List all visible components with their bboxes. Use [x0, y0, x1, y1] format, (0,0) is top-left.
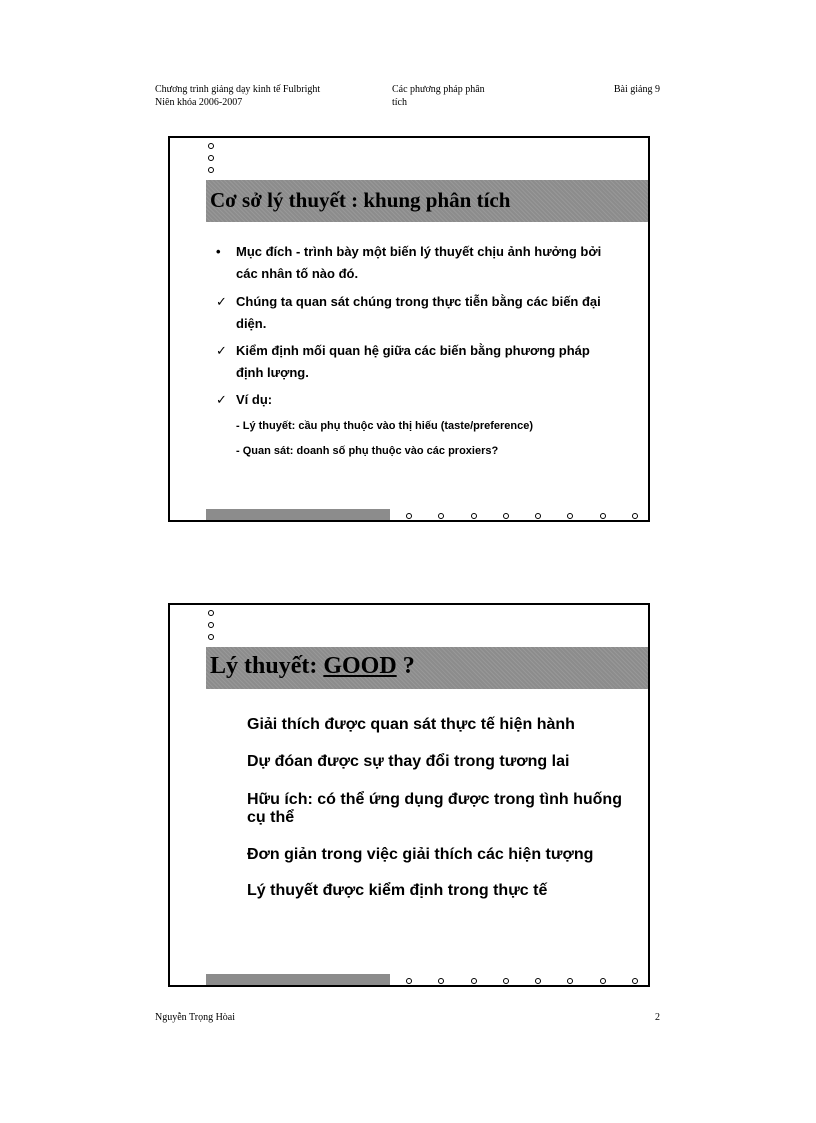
bullet-text: Kiểm định mối quan hệ giữa các biến bằng phương pháp định lượng.: [236, 343, 590, 380]
example-item: - Quan sát: doanh số phụ thuộc vào các proxiers?: [236, 445, 499, 457]
bullet-text: Ví dụ:: [236, 392, 273, 407]
header-subject-line2: tích: [392, 97, 407, 108]
slide-title: Lý thuyết: GOOD ?: [210, 653, 415, 679]
slide-1: [168, 136, 650, 522]
slide-decor-dots-top: [208, 610, 214, 640]
slide-title-emphasis: GOOD: [323, 653, 397, 679]
header-subject: [392, 83, 512, 109]
footer-author: Nguyễn Trọng Hòai: [155, 1012, 236, 1023]
bullet-icon: •: [216, 244, 221, 259]
check-icon: ✓: [216, 392, 227, 407]
list-item: Lý thuyết được kiểm định trong thực tế: [247, 882, 548, 899]
header-subject-line1: Các phương pháp phân: [392, 84, 485, 95]
list-item: Đơn giản trong việc giải thích các hiện tượng: [247, 846, 594, 863]
slide-bottom-bar: [206, 509, 390, 520]
list-item: Dự đóan được sự thay đổi trong tương lai: [247, 753, 570, 770]
slide-bottom-bar: [206, 974, 390, 985]
bullet-item: [216, 241, 616, 285]
bullet-text: Chúng ta quan sát chúng trong thực tiễn bằng các biến đại diện.: [236, 294, 601, 331]
slide-decor-dots-top: [208, 143, 214, 173]
page-number: 2: [655, 1012, 660, 1023]
slide-2: [168, 603, 650, 987]
list-item: Giải thích được quan sát thực tế hiện hành: [247, 716, 575, 733]
bullet-item: [216, 291, 616, 335]
slide-title: Cơ sở lý thuyết : khung phân tích: [210, 188, 511, 212]
slide-decor-dots-bottom: [406, 513, 638, 519]
check-icon: ✓: [216, 294, 227, 309]
header-course-name: Chương trình giảng dạy kinh tế Fulbright: [155, 84, 321, 95]
bullet-item: [216, 389, 616, 411]
header-course: [155, 83, 375, 109]
list-item: Hữu ích: có thể ứng dụng được trong tình huống cụ thể: [247, 791, 622, 826]
slide-decor-dots-bottom: [406, 978, 638, 984]
header-lecture-number: Bài giảng 9: [613, 84, 660, 95]
example-item: - Lý thuyết: cầu phụ thuộc vào thị hiếu (taste/preference): [236, 420, 534, 432]
bullet-item: [216, 340, 616, 384]
check-icon: ✓: [216, 343, 227, 358]
bullet-text: Mục đích - trình bày một biến lý thuyết chịu ảnh hưởng bởi các nhân tố nào đó.: [236, 244, 602, 281]
header-academic-year: Niên khóa 2006-2007: [155, 97, 243, 108]
